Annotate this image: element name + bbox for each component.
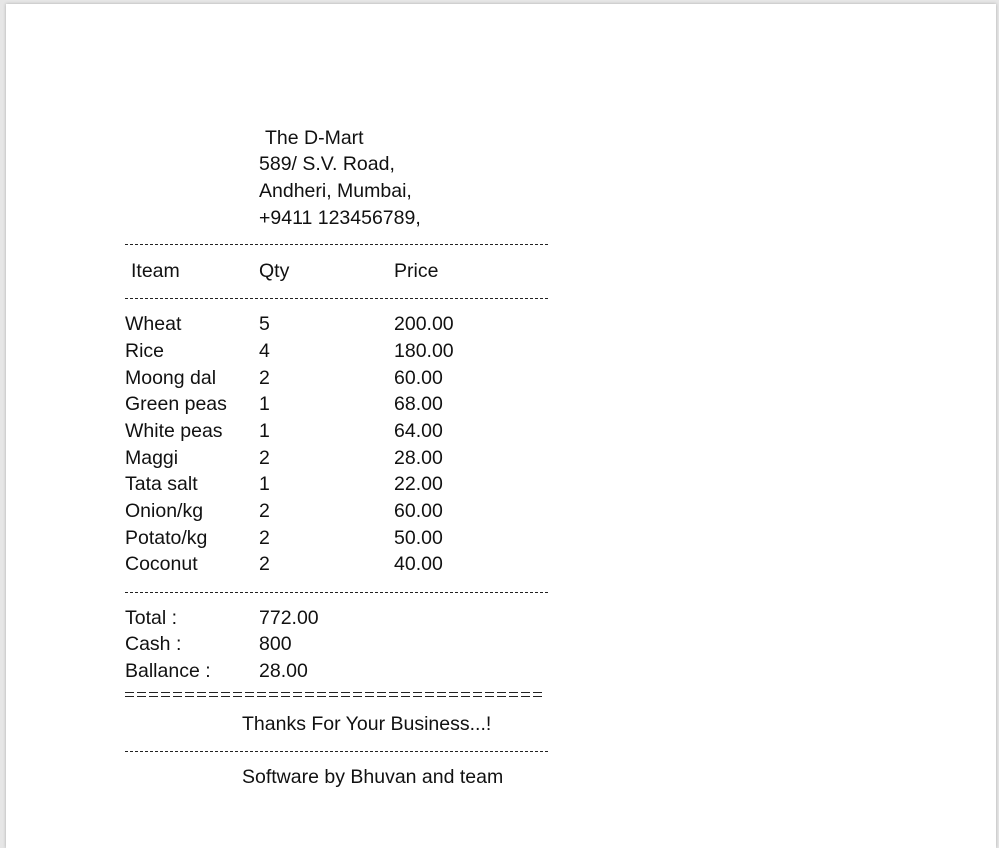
row-price: 68.00 bbox=[394, 393, 443, 415]
row-price: 22.00 bbox=[394, 473, 443, 495]
store-name: The D-Mart bbox=[265, 127, 364, 149]
row-qty: 2 bbox=[259, 447, 270, 469]
header-qty: Qty bbox=[259, 260, 290, 282]
cash-label: Cash : bbox=[125, 633, 182, 655]
row-price: 64.00 bbox=[394, 420, 443, 442]
row-item: White peas bbox=[125, 420, 223, 442]
store-phone: +9411 123456789, bbox=[259, 207, 421, 229]
row-price: 40.00 bbox=[394, 553, 443, 575]
divider-dashed-4 bbox=[125, 751, 548, 752]
software-credit: Software by Bhuvan and team bbox=[242, 766, 504, 788]
row-item: Moong dal bbox=[125, 367, 217, 389]
row-price: 50.00 bbox=[394, 527, 443, 549]
total-value: 772.00 bbox=[259, 607, 319, 629]
row-price: 28.00 bbox=[394, 447, 443, 469]
store-address-line1: 589/ S.V. Road, bbox=[259, 153, 395, 175]
row-price: 60.00 bbox=[394, 500, 443, 522]
row-qty: 2 bbox=[259, 553, 270, 575]
row-qty: 5 bbox=[259, 313, 270, 335]
balance-value: 28.00 bbox=[259, 660, 308, 682]
header-price: Price bbox=[394, 260, 439, 282]
total-label: Total : bbox=[125, 607, 178, 629]
row-item: Green peas bbox=[125, 393, 227, 415]
row-item: Tata salt bbox=[125, 473, 198, 495]
row-item: Potato/kg bbox=[125, 527, 208, 549]
row-item: Maggi bbox=[125, 447, 179, 469]
row-price: 60.00 bbox=[394, 367, 443, 389]
row-qty: 1 bbox=[259, 473, 270, 495]
row-price: 200.00 bbox=[394, 313, 454, 335]
row-qty: 1 bbox=[259, 393, 270, 415]
divider-dashed-1 bbox=[125, 244, 548, 245]
row-item: Rice bbox=[125, 340, 165, 362]
divider-double bbox=[125, 692, 543, 697]
cash-value: 800 bbox=[259, 633, 292, 655]
divider-dashed-3 bbox=[125, 592, 548, 593]
row-qty: 2 bbox=[259, 527, 270, 549]
row-price: 180.00 bbox=[394, 340, 454, 362]
row-qty: 2 bbox=[259, 500, 270, 522]
row-item: Onion/kg bbox=[125, 500, 204, 522]
thanks-message: Thanks For Your Business...! bbox=[242, 713, 492, 735]
row-qty: 4 bbox=[259, 340, 270, 362]
row-item: Wheat bbox=[125, 313, 182, 335]
header-item: Iteam bbox=[131, 260, 180, 282]
divider-dashed-2 bbox=[125, 298, 548, 299]
row-item: Coconut bbox=[125, 553, 198, 575]
row-qty: 2 bbox=[259, 367, 270, 389]
balance-label: Ballance : bbox=[125, 660, 211, 682]
receipt-page bbox=[6, 4, 996, 848]
row-qty: 1 bbox=[259, 420, 270, 442]
store-address-line2: Andheri, Mumbai, bbox=[259, 180, 412, 202]
